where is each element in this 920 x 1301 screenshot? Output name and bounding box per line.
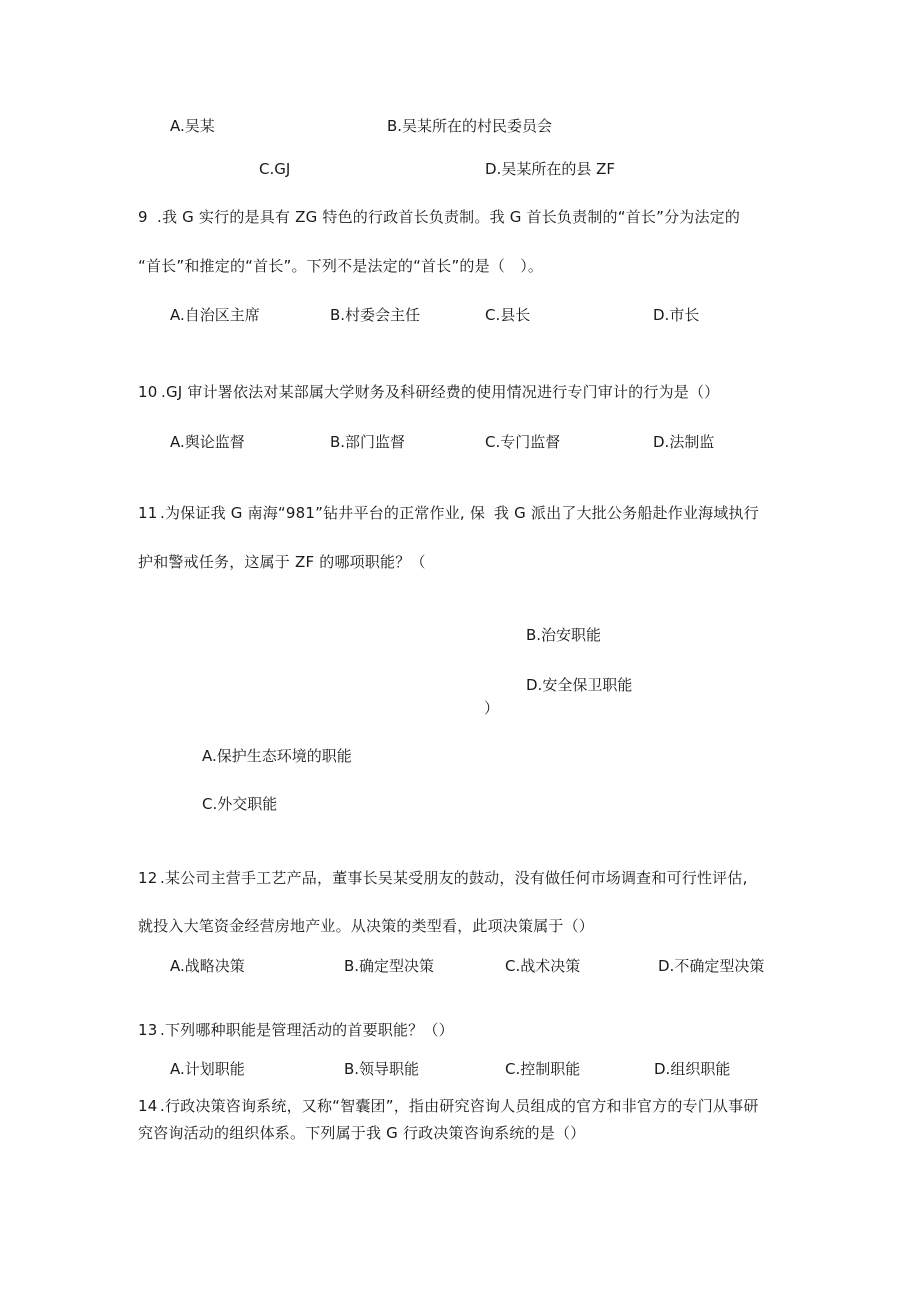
- q9-stem-line1: .我 G 实行的是具有 ZG 特色的行政首长负责制。我 G 首长负责制的“首长”分为法定的: [157, 208, 741, 226]
- q10-option-c: C.专门监督: [485, 433, 561, 451]
- q8-option-d: D.吴某所在的县 ZF: [485, 160, 615, 178]
- q11-option-c: C.外交职能: [202, 795, 278, 813]
- q12-stem-line1: .某公司主营手工艺产品，董事长吴某受朋友的鼓动，没有做任何市场调查和可行性评估,: [160, 869, 748, 887]
- q8-option-c: C.GJ: [259, 160, 291, 178]
- q12-option-b: B.确定型决策: [344, 957, 435, 975]
- q10-stem-line1: .GJ 审计署依法对某部属大学财务及科研经费的使用情况进行专门审计的行为是（）: [161, 383, 720, 401]
- q11-stem-line1-part2: 我 G 派出了大批公务船赴作业海域执行: [494, 504, 759, 522]
- q11-stem-line1-part1: .为保证我 G 南海“981”钻井平台的正常作业, 保: [160, 504, 486, 522]
- q11-number: 11: [138, 504, 158, 522]
- q11-stem-line2: 护和警戒任务，这属于 ZF 的哪项职能？（: [138, 553, 426, 571]
- q9-number: 9: [138, 208, 148, 226]
- q9-option-d: D.市长: [653, 306, 700, 324]
- q11-close-paren: ）: [484, 699, 500, 717]
- q9-option-b: B.村委会主任: [330, 306, 421, 324]
- q9-stem-line2: “首长”和推定的“首长”。下列不是法定的“首长”的是（ ）。: [138, 257, 544, 275]
- q14-stem-line1: .行政决策咨询系统，又称“智囊团”，指由研究咨询人员组成的官方和非官方的专门从事研: [160, 1097, 759, 1115]
- q14-number: 14: [138, 1097, 158, 1115]
- q8-option-a: A.吴某: [170, 117, 215, 135]
- q12-number: 12: [138, 869, 158, 887]
- q11-option-d: D.安全保卫职能: [526, 676, 633, 694]
- q13-number: 13: [138, 1021, 158, 1039]
- q13-option-b: B.领导职能: [344, 1060, 420, 1078]
- q8-option-b: B.吴某所在的村民委员会: [387, 117, 553, 135]
- q9-option-a: A.自治区主席: [170, 306, 260, 324]
- q12-option-c: C.战术决策: [505, 957, 581, 975]
- q9-option-c: C.县长: [485, 306, 531, 324]
- q12-option-d: D.不确定型决策: [658, 957, 765, 975]
- q13-stem-line1: .下列哪种职能是管理活动的首要职能？（）: [160, 1021, 454, 1039]
- q13-option-d: D.组织职能: [654, 1060, 731, 1078]
- q10-number: 10: [138, 383, 158, 401]
- q14-stem-line2: 究咨询活动的组织体系。下列属于我 G 行政决策咨询系统的是（）: [138, 1124, 586, 1142]
- q12-stem-line2: 就投入大笔资金经营房地产业。从决策的类型看，此项决策属于（）: [138, 917, 595, 935]
- q11-option-b: B.治安职能: [526, 626, 602, 644]
- q13-option-a: A.计划职能: [170, 1060, 245, 1078]
- q10-option-a: A.舆论监督: [170, 433, 245, 451]
- q11-option-a: A.保护生态环境的职能: [202, 747, 352, 765]
- q10-option-b: B.部门监督: [330, 433, 406, 451]
- q10-option-d: D.法制监: [653, 433, 715, 451]
- q13-option-c: C.控制职能: [505, 1060, 581, 1078]
- q12-option-a: A.战略决策: [170, 957, 245, 975]
